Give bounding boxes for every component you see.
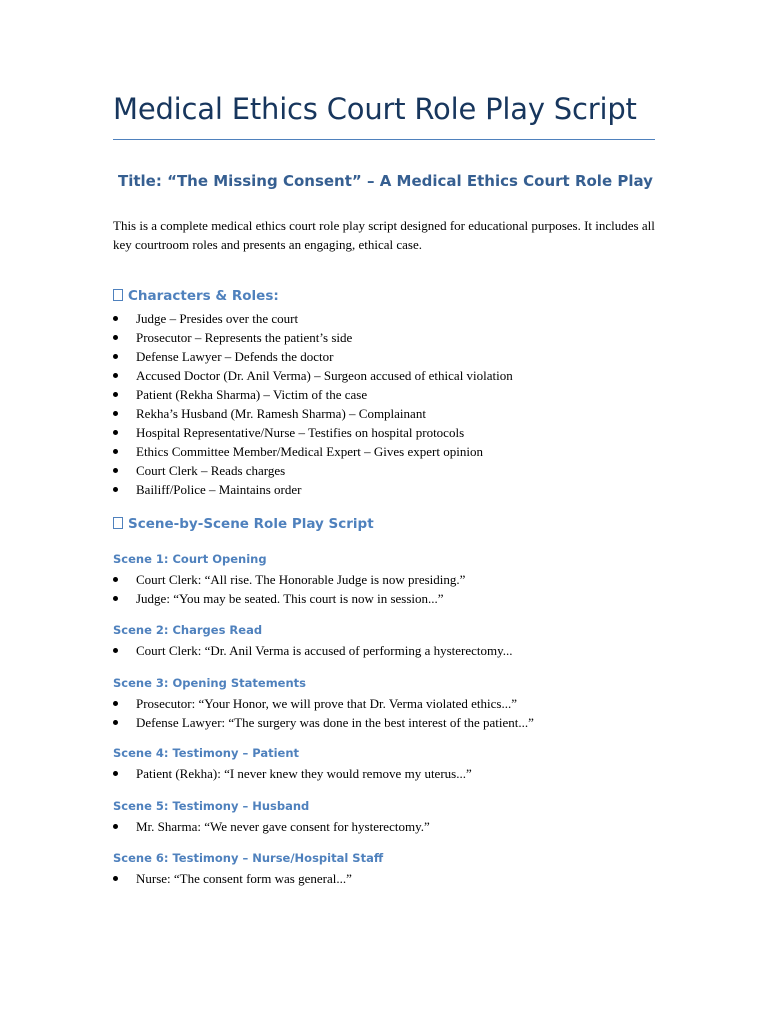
character-text: Judge – Presides over the court [136, 311, 299, 326]
characters-heading-text: Characters & Roles: [128, 288, 279, 304]
scene-5-heading: Scene 5: Testimony – Husband [113, 799, 310, 813]
character-text: Hospital Representative/Nurse – Testifies on hospital protocols [136, 425, 465, 440]
character-text: Defense Lawyer – Defends the doctor [136, 349, 334, 364]
scene-4-heading: Scene 4: Testimony – Patient [113, 746, 300, 760]
script-line [113, 869, 352, 888]
scene-5-lines [113, 817, 430, 836]
script-heading-text: Scene-by-Scene Role Play Script [128, 516, 374, 532]
title-underline-rule [113, 139, 655, 140]
scene-1-heading: Scene 1: Court Opening [113, 552, 267, 566]
bullet-icon [113, 411, 118, 416]
scene-4-lines [113, 764, 472, 783]
script-line [113, 570, 465, 589]
script-line-text: Judge: “You may be seated. This court is now in session...” [136, 591, 444, 606]
scene-3-heading: Scene 3: Opening Statements [113, 676, 307, 690]
character-item [113, 309, 513, 328]
characters-list [113, 309, 513, 499]
bullet-icon [113, 648, 118, 653]
script-line [113, 817, 430, 836]
document-subtitle: Title: “The Missing Consent” – A Medical Ethics Court Role Play [118, 172, 653, 190]
script-heading [113, 516, 374, 532]
bullet-icon [113, 487, 118, 492]
missing-glyph-icon [113, 289, 123, 301]
character-text: Ethics Committee Member/Medical Expert – Gives expert opinion [136, 444, 483, 459]
character-text: Accused Doctor (Dr. Anil Verma) – Surgeon accused of ethical violation [136, 368, 513, 383]
bullet-icon [113, 701, 118, 706]
character-item [113, 366, 513, 385]
scene-2-heading: Scene 2: Charges Read [113, 623, 263, 637]
script-line [113, 641, 513, 660]
character-item [113, 480, 513, 499]
bullet-icon [113, 596, 118, 601]
bullet-icon [113, 335, 118, 340]
character-item [113, 385, 513, 404]
missing-glyph-icon [113, 517, 123, 529]
bullet-icon [113, 720, 118, 725]
script-line-text: Court Clerk: “All rise. The Honorable Judge is now presiding.” [136, 572, 466, 587]
character-item [113, 347, 513, 366]
character-item [113, 423, 513, 442]
document-title: Medical Ethics Court Role Play Script [113, 92, 637, 126]
character-item [113, 328, 513, 347]
character-text: Prosecutor – Represents the patient’s side [136, 330, 353, 345]
bullet-icon [113, 468, 118, 473]
script-line-text: Prosecutor: “Your Honor, we will prove that Dr. Verma violated ethics...” [136, 696, 517, 711]
bullet-icon [113, 824, 118, 829]
character-item [113, 461, 513, 480]
characters-heading [113, 288, 279, 304]
scene-2-lines [113, 641, 513, 660]
scene-6-heading: Scene 6: Testimony – Nurse/Hospital Staff [113, 851, 384, 865]
character-item [113, 442, 513, 461]
character-text: Rekha’s Husband (Mr. Ramesh Sharma) – Complainant [136, 406, 426, 421]
script-line [113, 764, 472, 783]
bullet-icon [113, 876, 118, 881]
bullet-icon [113, 373, 118, 378]
character-text: Patient (Rekha Sharma) – Victim of the case [136, 387, 368, 402]
intro-paragraph: This is a complete medical ethics court role play script designed for educational purposes. It includes all key courtroom roles and presents an engaging, ethical case. [113, 218, 655, 252]
bullet-icon [113, 771, 118, 776]
script-line [113, 694, 534, 713]
character-text: Court Clerk – Reads charges [136, 463, 286, 478]
bullet-icon [113, 354, 118, 359]
scene-1-lines [113, 570, 465, 608]
script-line-text: Nurse: “The consent form was general...” [136, 871, 352, 886]
bullet-icon [113, 392, 118, 397]
character-item [113, 404, 513, 423]
bullet-icon [113, 316, 118, 321]
bullet-icon [113, 577, 118, 582]
script-line-text: Patient (Rekha): “I never knew they would remove my uterus...” [136, 766, 472, 781]
script-line [113, 713, 534, 732]
scene-3-lines [113, 694, 534, 732]
character-text: Bailiff/Police – Maintains order [136, 482, 302, 497]
bullet-icon [113, 430, 118, 435]
script-line-text: Defense Lawyer: “The surgery was done in the best interest of the patient...” [136, 715, 534, 730]
bullet-icon [113, 449, 118, 454]
scene-6-lines [113, 869, 352, 888]
script-line-text: Court Clerk: “Dr. Anil Verma is accused of performing a hysterectomy... [136, 643, 513, 658]
script-line [113, 589, 465, 608]
script-line-text: Mr. Sharma: “We never gave consent for hysterectomy.” [136, 819, 430, 834]
